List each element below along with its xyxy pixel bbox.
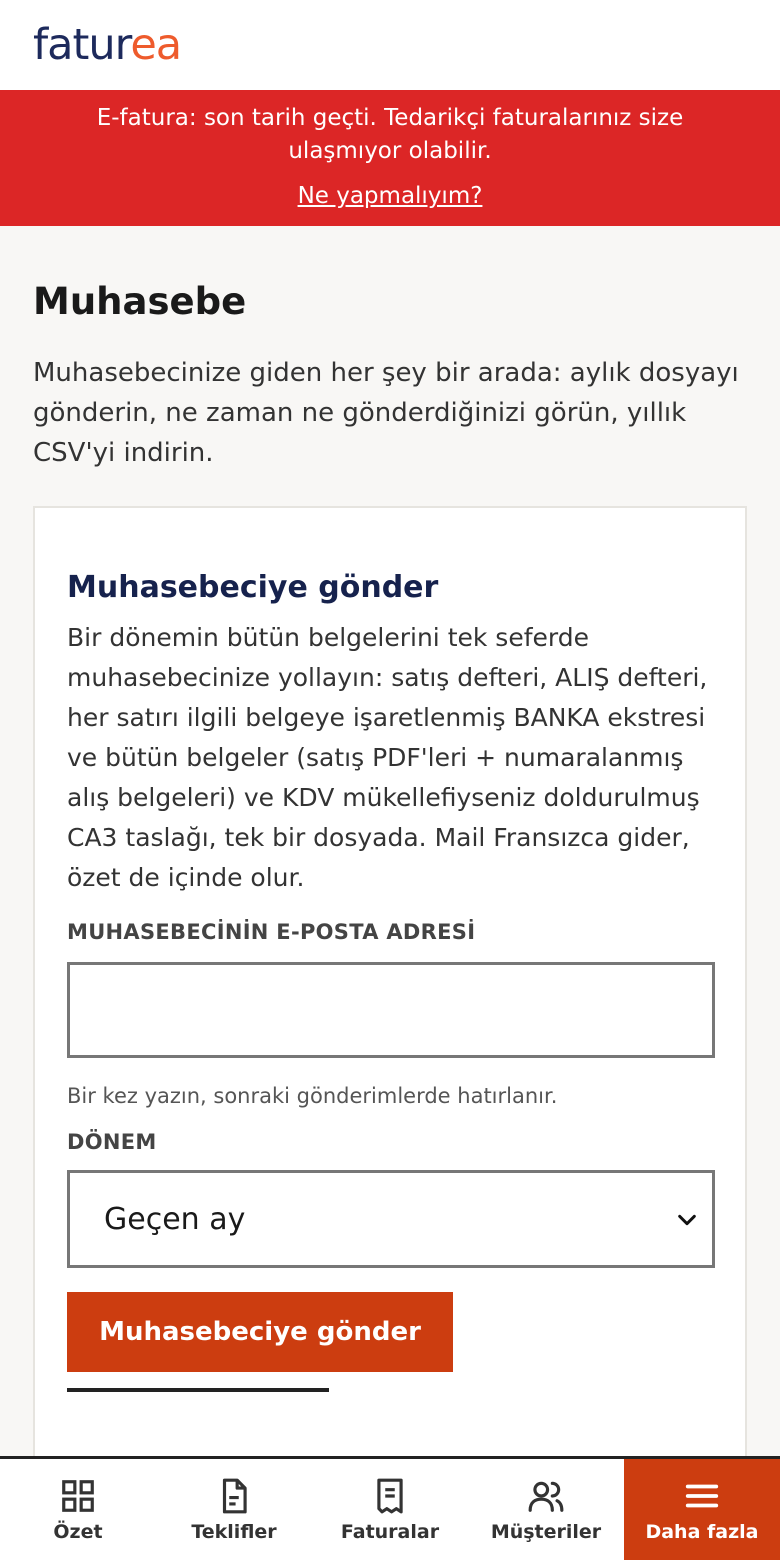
receipt-icon	[371, 1477, 409, 1515]
email-field-label: MUHASEBECİNİN E-POSTA ADRESİ	[67, 920, 476, 944]
card-title: Muhasebeciye gönder	[67, 570, 439, 605]
nav-item-faturalar[interactable]	[312, 1459, 468, 1560]
accountant-email-input[interactable]	[67, 962, 715, 1058]
bottom-navigation	[0, 1456, 780, 1560]
chevron-down-icon	[676, 1209, 698, 1231]
secondary-button-peek	[67, 1388, 329, 1392]
nav-item-daha-fazla[interactable]	[624, 1459, 780, 1560]
send-to-accountant-card	[33, 506, 747, 1466]
logo-text-primary: fatur	[33, 19, 131, 70]
main-content	[0, 279, 780, 1466]
logo[interactable]	[33, 19, 182, 70]
nav-label: Müşteriler	[490, 1520, 602, 1543]
period-select[interactable]	[67, 1170, 715, 1268]
banner-text: E-fatura: son tarih geçti. Tedarikçi faturalarınız size ulaşmıyor olabilir.	[96, 105, 684, 164]
document-icon	[215, 1477, 253, 1515]
period-select-value: Geçen ay	[104, 1201, 246, 1237]
grid-icon	[59, 1477, 97, 1515]
period-field-label: DÖNEM	[67, 1130, 157, 1154]
page-intro: Muhasebecinize giden her şey bir arada: aylık dosyayı gönderin, ne zaman ne gönderdiğinizi görün, yıllık CSV'yi indirin.	[33, 358, 739, 468]
app-header	[0, 0, 780, 90]
send-to-accountant-button[interactable]: Muhasebeciye gönder	[67, 1292, 453, 1372]
page-title: Muhasebe	[33, 280, 247, 323]
logo-text-accent: ea	[130, 19, 182, 70]
card-description: Bir dönemin bütün belgelerini tek seferde muhasebecinize yollayın: satış defteri, ALIŞ defteri, her satırı ilgili belgeye işaretlenmiş BANKA ekstresi ve bütün belgeler (satış PDF'leri + numaralanmış alış belgeleri) ve KDV mükellefiyseniz doldurulmuş CA3 taslağı, tek bir dosyada. Mail Fransızca gider, özet de içinde olur.	[67, 623, 708, 892]
banner-help-link[interactable]: Ne yapmalıyım?	[297, 183, 483, 209]
nav-item-ozet[interactable]	[0, 1459, 156, 1560]
nav-item-musteriler[interactable]	[468, 1459, 624, 1560]
menu-icon	[683, 1477, 721, 1515]
email-hint: Bir kez yazın, sonraki gönderimlerde hatırlanır.	[67, 1084, 558, 1108]
nav-label: Faturalar	[340, 1520, 440, 1543]
efatura-warning-banner	[0, 90, 780, 226]
users-icon	[527, 1477, 565, 1515]
nav-item-teklifler[interactable]	[156, 1459, 312, 1560]
nav-label: Daha fazla	[645, 1520, 759, 1543]
nav-label: Özet	[53, 1520, 103, 1543]
nav-label: Teklifler	[191, 1520, 277, 1543]
